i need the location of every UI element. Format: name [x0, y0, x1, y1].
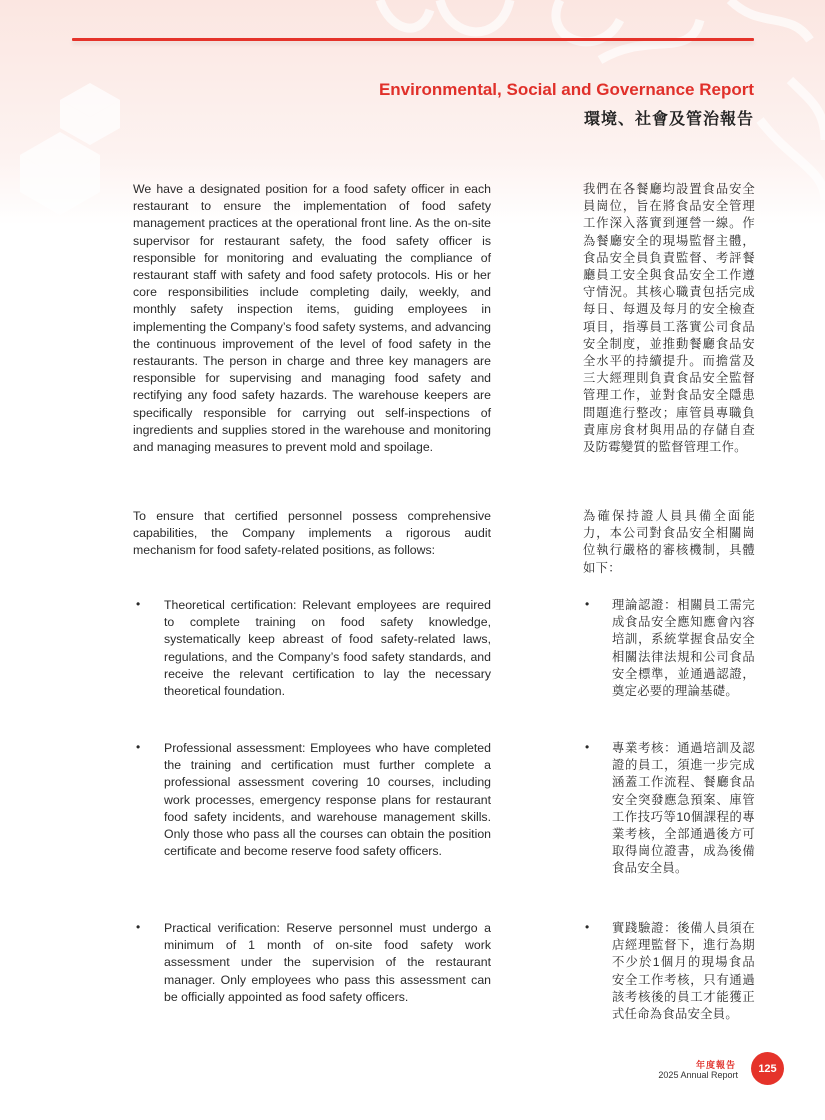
bullet-marker: • [136, 740, 141, 754]
bullet-marker: • [136, 597, 141, 611]
chinese-bullet-practical: 實踐驗證：後備人員須在店經理監督下，進行為期不少於1個月的現場食品安全工作考核，只有通過該考核後的員工才能獲正式任命為食品安全員。 [612, 921, 755, 1022]
chinese-paragraph-1: 我們在各餐廳均設置食品安全員崗位，旨在將食品安全管理工作深入落實到運營一線。作為餐廳安全的現場監督主體，食品安全員負責監督、考評餐廳員工安全與食品安全工作遵守情況。其核心職責包括完成每日、每週及每月的安全檢查項目，指導員工落實公司食品安全制度，並推動餐廳食品安全水平的持續提升。而擔當及三大經理則負責食品安全監督管理工作，並對食品安全隱患問題進行整改；庫管員專職負責庫房食材與用品的存儲自查及防霉變質的監督管理工作。 [583, 182, 755, 455]
english-bullet-professional: Professional assessment: Employees who have completed the training and certification must further complete a professional assessment covering 10 courses, including work processes, emergency response plans for restaurant food safety incidents, and warehouse management skills. Only those who pass all the courses can obtain the position certificate and become reserve food safety officers. [164, 741, 491, 859]
bullet-marker: • [585, 920, 590, 934]
english-bullet-theoretical: Theoretical certification: Relevant employees are required to complete training on food safety knowledge, systematically keep abreast of food safety-related laws, regulations, and the Company’s food safety standards, and receive the relevant certification to lay the necessary theoretical foundation. [164, 598, 491, 699]
bullet-marker: • [585, 597, 590, 611]
chinese-bullet-professional: 專業考核：通過培訓及認證的員工，須進一步完成涵蓋工作流程、餐廳食品安全突發應急預案、庫管工作技巧等10個課程的專業考核，全部通過後方可取得崗位證書，成為後備食品安全員。 [612, 741, 755, 876]
report-title-en: Environmental, Social and Governance Report [378, 80, 754, 99]
bullet-marker: • [136, 920, 141, 934]
report-title-zh: 環境、社會及管治報告 [583, 111, 754, 128]
bullet-marker: • [585, 740, 590, 754]
chinese-bullet-theoretical: 理論認證：相關員工需完成食品安全應知應會內容培訓，系統掌握食品安全相關法律法規和公司食品安全標準，並通過認證，奠定必要的理論基礎。 [612, 598, 755, 699]
header-rule [72, 38, 754, 41]
page-number-badge: 125 [751, 1052, 784, 1085]
english-bullet-practical: Practical verification: Reserve personnel must undergo a minimum of 1 month of on-site food safety work assessment under the supervision of the restaurant manager. Only employees who pass this assessment can be officially appointed as food safety officers. [164, 921, 491, 1004]
english-paragraph-2: To ensure that certified personnel possess comprehensive capabilities, the Company implements a rigorous audit mechanism for food safety-related positions, as follows: [133, 509, 491, 558]
footer-report-label-en: 2025 Annual Report [658, 1070, 738, 1080]
chinese-paragraph-2: 為確保持證人員具備全面能力，本公司對食品安全相關崗位執行嚴格的審核機制，具體如下： [583, 509, 755, 575]
footer-report-label-zh: 年度報告 [695, 1060, 736, 1070]
english-paragraph-1: We have a designated position for a food safety officer in each restaurant to ensure the implementation of food safety management practices at the operational front line. As the on-site supervisor for restaurant safety, the food safety officer is responsible for monitoring and evaluating the compliance of restaurant staff with safety and food safety protocols. His or her core responsibilities include completing daily, weekly, and monthly safety inspection items, guiding employees in implementing the Company’s food safety systems, and advancing the continuous improvement of the level of food safety in the restaurants. The person in charge and three key managers are responsible for supervising and managing food safety and rectifying any food safety hazards. The warehouse keepers are specifically responsible for carrying out self-inspections of ingredients and supplies stored in the warehouse and monitoring and managing measures to prevent mold and spoilage. [133, 182, 491, 455]
